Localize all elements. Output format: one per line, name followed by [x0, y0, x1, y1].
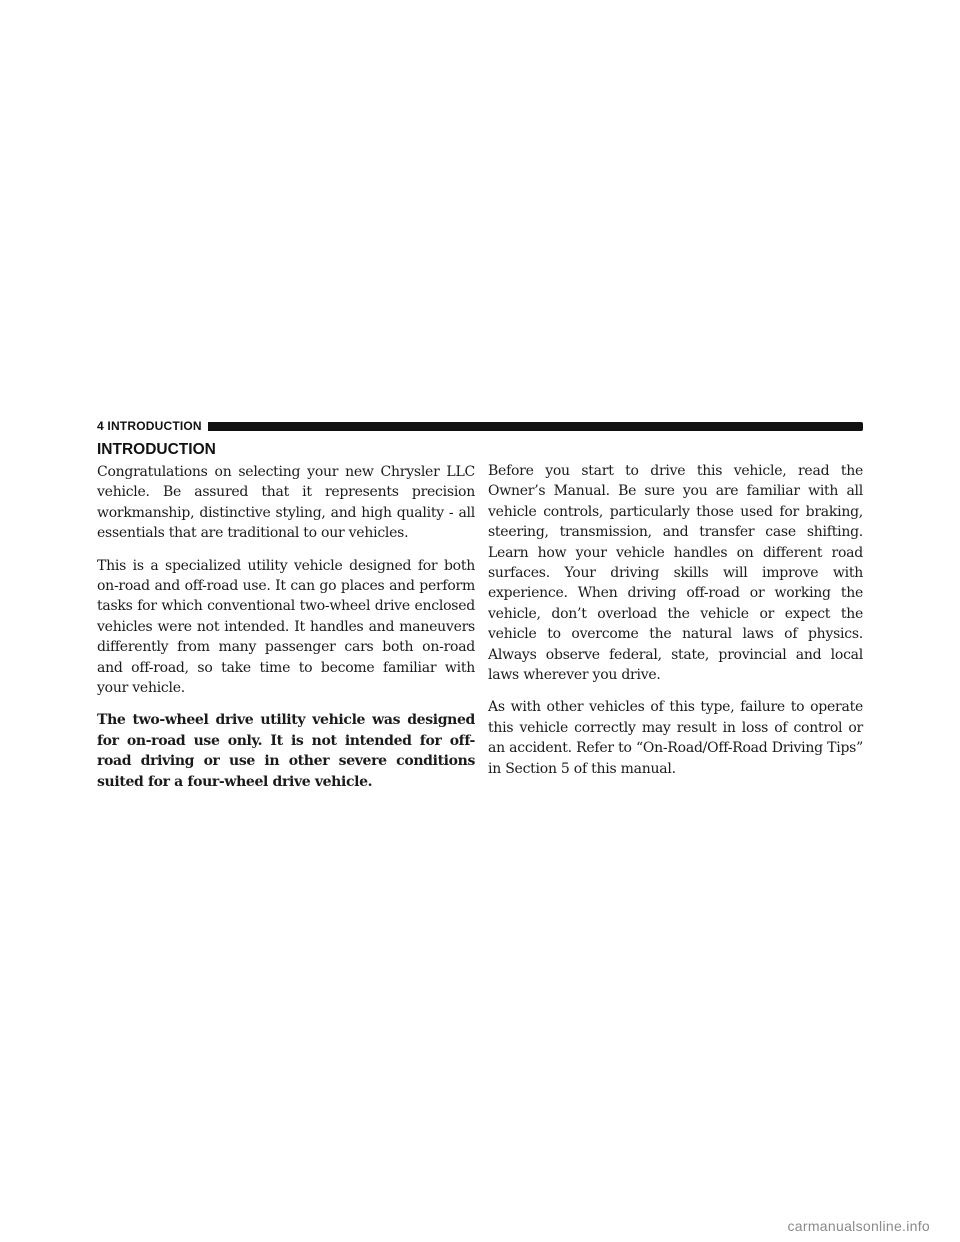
running-header-label: 4 INTRODUCTION: [97, 419, 202, 433]
left-column: [97, 440, 475, 804]
intro-paragraph-1: Congratulations on selecting your new Chrysler LLC vehicle. Be assured that it represents precision workmanship, distinctive styling, and high quality - all essentials that are traditional to our vehicles.: [97, 464, 475, 542]
two-wheel-drive-notice: The two-wheel drive utility vehicle was designed for on-road use only. It is not intended for off-road driving or use in other severe conditions suited for a four-wheel drive vehicle.: [97, 712, 475, 790]
section-title: INTRODUCTION: [97, 441, 216, 458]
before-driving-paragraph: Before you start to drive this vehicle, read the Owner’s Manual. Be sure you are familiar with all vehicle controls, particularly those used for braking, steering, transmission, and transfer case shifting. Learn how your vehicle handles on different road surfaces. Your driving skills will improve with experience. When driving off-road or working the vehicle, don’t overload the vehicle or expect the vehicle to overcome the natural laws of physics. Always observe federal, state, provincial and local laws wherever you drive.: [488, 463, 863, 684]
intro-paragraph-2: This is a specialized utility vehicle designed for both on-road and off-road use. It can go places and perform tasks for which conventional two-wheel drive enclosed vehicles were not intended. It handles and maneuvers differently from many passenger cars both on-road and off-road, so take time to become familiar with your vehicle.: [97, 557, 475, 697]
running-header: [97, 419, 863, 433]
header-rule-bar: [208, 422, 863, 431]
operation-warning-paragraph: As with other vehicles of this type, failure to operate this vehicle correctly may result in loss of control or an accident. Refer to “On-Road/Off-Road Driving Tips” in Section 5 of this manual.: [488, 699, 863, 777]
watermark: carmanualsonline.info: [787, 1218, 930, 1234]
right-column: [488, 461, 863, 791]
